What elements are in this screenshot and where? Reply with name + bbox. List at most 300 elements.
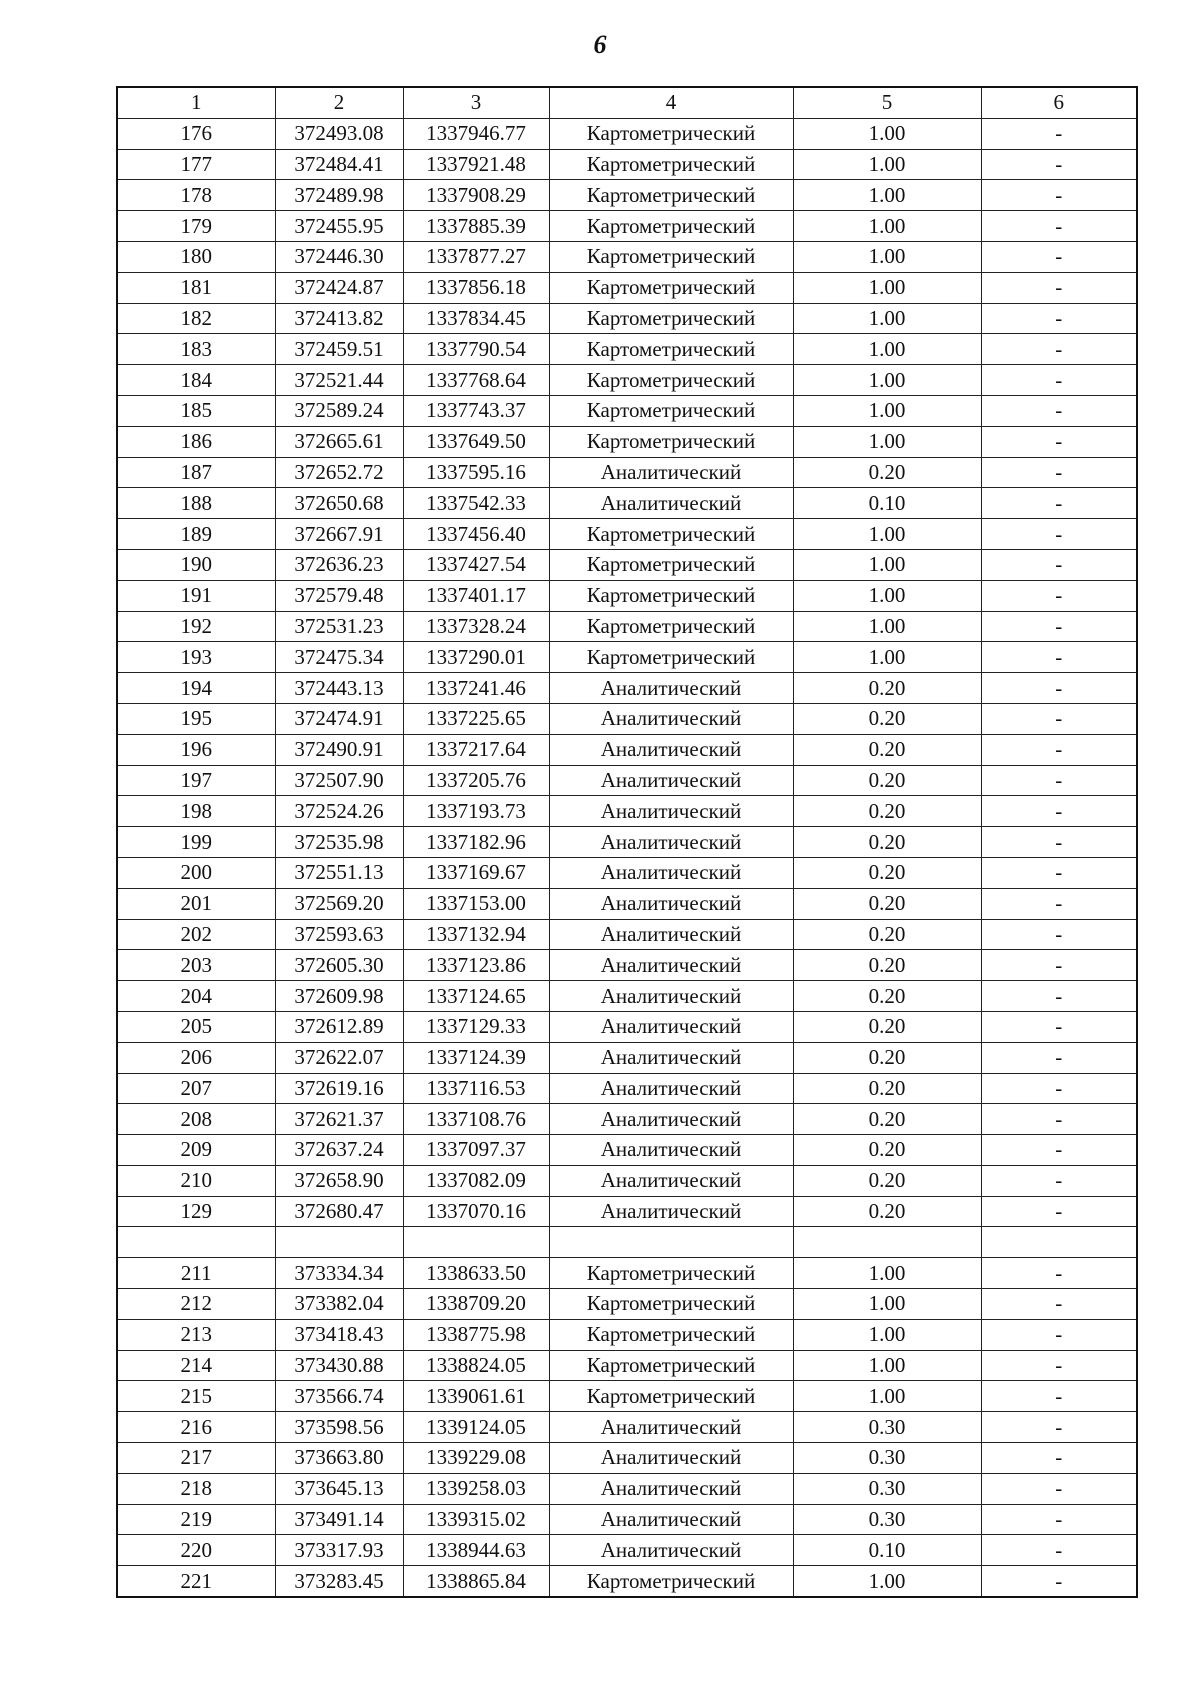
description-cell: - [981, 1011, 1137, 1042]
description-cell: - [981, 1135, 1137, 1166]
description-cell: - [981, 1258, 1137, 1289]
method-cell: Аналитический [549, 1011, 793, 1042]
accuracy-cell: 0.20 [793, 765, 981, 796]
y-coordinate-cell: 1339229.08 [403, 1443, 549, 1474]
description-cell: - [981, 1535, 1137, 1566]
y-coordinate-cell: 1338944.63 [403, 1535, 549, 1566]
x-coordinate-cell: 372650.68 [275, 488, 403, 519]
table-row [117, 857, 1137, 888]
table-row [117, 180, 1137, 211]
accuracy-cell: 1.00 [793, 1566, 981, 1597]
accuracy-cell: 1.00 [793, 1350, 981, 1381]
accuracy-cell: 1.00 [793, 303, 981, 334]
method-cell: Картометрический [549, 642, 793, 673]
accuracy-cell: 1.00 [793, 334, 981, 365]
point-number-cell: 214 [117, 1350, 275, 1381]
x-coordinate-cell: 372637.24 [275, 1135, 403, 1166]
x-coordinate-cell: 372455.95 [275, 211, 403, 242]
description-cell: - [981, 395, 1137, 426]
accuracy-cell: 1.00 [793, 272, 981, 303]
description-cell: - [981, 765, 1137, 796]
description-cell: - [981, 118, 1137, 149]
point-number-cell: 184 [117, 365, 275, 396]
x-coordinate-cell: 372490.91 [275, 734, 403, 765]
method-cell: Картометрический [549, 241, 793, 272]
x-coordinate-cell: 373663.80 [275, 1443, 403, 1474]
y-coordinate-cell: 1337205.76 [403, 765, 549, 796]
method-cell: Картометрический [549, 611, 793, 642]
method-cell: Аналитический [549, 1504, 793, 1535]
method-cell: Картометрический [549, 1289, 793, 1320]
accuracy-cell: 1.00 [793, 241, 981, 272]
y-coordinate-cell: 1337456.40 [403, 519, 549, 550]
table-row [117, 365, 1137, 396]
point-number-cell: 210 [117, 1165, 275, 1196]
x-coordinate-cell: 372622.07 [275, 1042, 403, 1073]
accuracy-cell: 0.20 [793, 981, 981, 1012]
table-row [117, 827, 1137, 858]
table-row [117, 1473, 1137, 1504]
x-coordinate-cell: 372484.41 [275, 149, 403, 180]
accuracy-cell: 1.00 [793, 211, 981, 242]
method-cell: Картометрический [549, 365, 793, 396]
table-row [117, 1566, 1137, 1597]
method-cell: Картометрический [549, 1319, 793, 1350]
point-number-cell: 180 [117, 241, 275, 272]
x-coordinate-cell: 372619.16 [275, 1073, 403, 1104]
table-row [117, 981, 1137, 1012]
y-coordinate-cell: 1338824.05 [403, 1350, 549, 1381]
point-number-cell [117, 1227, 275, 1258]
table-row [117, 919, 1137, 950]
description-cell: - [981, 827, 1137, 858]
description-cell: - [981, 1319, 1137, 1350]
x-coordinate-cell: 372413.82 [275, 303, 403, 334]
accuracy-cell: 0.20 [793, 950, 981, 981]
method-cell: Картометрический [549, 1381, 793, 1412]
point-number-cell: 208 [117, 1104, 275, 1135]
point-number-cell: 188 [117, 488, 275, 519]
x-coordinate-cell: 372493.08 [275, 118, 403, 149]
table-row [117, 1073, 1137, 1104]
description-cell: - [981, 549, 1137, 580]
description-cell: - [981, 519, 1137, 550]
table-row [117, 1504, 1137, 1535]
accuracy-cell: 1.00 [793, 642, 981, 673]
point-number-cell: 183 [117, 334, 275, 365]
table-row [117, 334, 1137, 365]
method-cell: Аналитический [549, 734, 793, 765]
y-coordinate-cell: 1337169.67 [403, 857, 549, 888]
accuracy-cell: 0.20 [793, 457, 981, 488]
table-row [117, 488, 1137, 519]
table-row [117, 118, 1137, 149]
accuracy-cell: 0.20 [793, 1042, 981, 1073]
method-cell: Аналитический [549, 457, 793, 488]
x-coordinate-cell: 373598.56 [275, 1412, 403, 1443]
method-cell: Аналитический [549, 950, 793, 981]
y-coordinate-cell: 1337427.54 [403, 549, 549, 580]
x-coordinate-cell: 373566.74 [275, 1381, 403, 1412]
page-number: 6 [593, 30, 607, 59]
method-cell: Картометрический [549, 1566, 793, 1597]
x-coordinate-cell: 373491.14 [275, 1504, 403, 1535]
y-coordinate-cell: 1338775.98 [403, 1319, 549, 1350]
accuracy-cell: 1.00 [793, 149, 981, 180]
table-row [117, 457, 1137, 488]
description-cell: - [981, 1350, 1137, 1381]
table-row [117, 1227, 1137, 1258]
point-number-cell: 182 [117, 303, 275, 334]
table-row [117, 395, 1137, 426]
x-coordinate-cell: 373334.34 [275, 1258, 403, 1289]
table-row [117, 1196, 1137, 1227]
table-row [117, 426, 1137, 457]
point-number-cell: 129 [117, 1196, 275, 1227]
table-row [117, 519, 1137, 550]
point-number-cell: 196 [117, 734, 275, 765]
y-coordinate-cell: 1339258.03 [403, 1473, 549, 1504]
table-body [117, 87, 1137, 1597]
x-coordinate-cell: 372579.48 [275, 580, 403, 611]
x-coordinate-cell: 372446.30 [275, 241, 403, 272]
y-coordinate-cell: 1337542.33 [403, 488, 549, 519]
accuracy-cell: 0.20 [793, 1196, 981, 1227]
description-cell: - [981, 272, 1137, 303]
x-coordinate-cell: 373317.93 [275, 1535, 403, 1566]
method-cell: Картометрический [549, 395, 793, 426]
point-number-cell: 199 [117, 827, 275, 858]
point-number-cell: 203 [117, 950, 275, 981]
accuracy-cell: 0.20 [793, 1104, 981, 1135]
x-coordinate-cell: 372593.63 [275, 919, 403, 950]
method-cell: Аналитический [549, 1196, 793, 1227]
y-coordinate-cell: 1339315.02 [403, 1504, 549, 1535]
method-cell: Аналитический [549, 888, 793, 919]
method-cell: Картометрический [549, 1258, 793, 1289]
method-cell: Аналитический [549, 765, 793, 796]
x-coordinate-cell: 372424.87 [275, 272, 403, 303]
column-header: 4 [549, 87, 793, 118]
table-row [117, 611, 1137, 642]
point-number-cell: 212 [117, 1289, 275, 1320]
method-cell: Аналитический [549, 488, 793, 519]
table-row [117, 1381, 1137, 1412]
y-coordinate-cell: 1337885.39 [403, 211, 549, 242]
table-row [117, 1289, 1137, 1320]
description-cell: - [981, 1566, 1137, 1597]
point-number-cell: 211 [117, 1258, 275, 1289]
y-coordinate-cell: 1337129.33 [403, 1011, 549, 1042]
description-cell: - [981, 734, 1137, 765]
method-cell: Картометрический [549, 180, 793, 211]
table-row [117, 303, 1137, 334]
accuracy-cell: 0.20 [793, 1135, 981, 1166]
column-header: 5 [793, 87, 981, 118]
accuracy-cell: 1.00 [793, 611, 981, 642]
y-coordinate-cell: 1337153.00 [403, 888, 549, 919]
point-number-cell: 205 [117, 1011, 275, 1042]
table-row [117, 1443, 1137, 1474]
x-coordinate-cell: 372443.13 [275, 673, 403, 704]
y-coordinate-cell: 1339061.61 [403, 1381, 549, 1412]
table-row [117, 673, 1137, 704]
method-cell: Аналитический [549, 703, 793, 734]
accuracy-cell [793, 1227, 981, 1258]
description-cell: - [981, 1196, 1137, 1227]
table-row [117, 703, 1137, 734]
method-cell: Картометрический [549, 549, 793, 580]
method-cell: Картометрический [549, 334, 793, 365]
method-cell: Картометрический [549, 272, 793, 303]
accuracy-cell: 0.10 [793, 488, 981, 519]
x-coordinate-cell: 372680.47 [275, 1196, 403, 1227]
description-cell: - [981, 673, 1137, 704]
table-row [117, 211, 1137, 242]
description-cell: - [981, 241, 1137, 272]
x-coordinate-cell: 372589.24 [275, 395, 403, 426]
description-cell: - [981, 580, 1137, 611]
table-row [117, 272, 1137, 303]
x-coordinate-cell: 373382.04 [275, 1289, 403, 1320]
x-coordinate-cell: 372665.61 [275, 426, 403, 457]
point-number-cell: 186 [117, 426, 275, 457]
y-coordinate-cell: 1337790.54 [403, 334, 549, 365]
accuracy-cell: 1.00 [793, 580, 981, 611]
method-cell: Аналитический [549, 981, 793, 1012]
y-coordinate-cell: 1337595.16 [403, 457, 549, 488]
y-coordinate-cell: 1337401.17 [403, 580, 549, 611]
method-cell: Картометрический [549, 149, 793, 180]
x-coordinate-cell: 372667.91 [275, 519, 403, 550]
method-cell: Картометрический [549, 1350, 793, 1381]
x-coordinate-cell [275, 1227, 403, 1258]
x-coordinate-cell: 373283.45 [275, 1566, 403, 1597]
method-cell: Аналитический [549, 919, 793, 950]
table-row [117, 149, 1137, 180]
column-header: 3 [403, 87, 549, 118]
x-coordinate-cell: 373418.43 [275, 1319, 403, 1350]
x-coordinate-cell: 372489.98 [275, 180, 403, 211]
y-coordinate-cell: 1337877.27 [403, 241, 549, 272]
x-coordinate-cell: 372459.51 [275, 334, 403, 365]
description-cell: - [981, 1504, 1137, 1535]
table-row [117, 1011, 1137, 1042]
table-row [117, 888, 1137, 919]
y-coordinate-cell: 1337768.64 [403, 365, 549, 396]
description-cell: - [981, 334, 1137, 365]
point-number-cell: 181 [117, 272, 275, 303]
accuracy-cell: 0.30 [793, 1504, 981, 1535]
accuracy-cell: 1.00 [793, 180, 981, 211]
description-cell: - [981, 1381, 1137, 1412]
y-coordinate-cell: 1337290.01 [403, 642, 549, 673]
y-coordinate-cell: 1337123.86 [403, 950, 549, 981]
accuracy-cell: 0.20 [793, 827, 981, 858]
accuracy-cell: 1.00 [793, 1258, 981, 1289]
y-coordinate-cell: 1337328.24 [403, 611, 549, 642]
method-cell: Картометрический [549, 303, 793, 334]
table-row [117, 796, 1137, 827]
description-cell: - [981, 857, 1137, 888]
x-coordinate-cell: 373645.13 [275, 1473, 403, 1504]
accuracy-cell: 1.00 [793, 365, 981, 396]
method-cell [549, 1227, 793, 1258]
x-coordinate-cell: 372524.26 [275, 796, 403, 827]
x-coordinate-cell: 372569.20 [275, 888, 403, 919]
point-number-cell: 213 [117, 1319, 275, 1350]
x-coordinate-cell: 372474.91 [275, 703, 403, 734]
column-header: 6 [981, 87, 1137, 118]
x-coordinate-cell: 372521.44 [275, 365, 403, 396]
method-cell: Аналитический [549, 1165, 793, 1196]
y-coordinate-cell: 1337649.50 [403, 426, 549, 457]
description-cell: - [981, 1073, 1137, 1104]
point-number-cell: 202 [117, 919, 275, 950]
x-coordinate-cell: 372612.89 [275, 1011, 403, 1042]
point-number-cell: 220 [117, 1535, 275, 1566]
description-cell: - [981, 1042, 1137, 1073]
point-number-cell: 201 [117, 888, 275, 919]
description-cell [981, 1227, 1137, 1258]
table-row [117, 580, 1137, 611]
point-number-cell: 193 [117, 642, 275, 673]
description-cell: - [981, 457, 1137, 488]
description-cell: - [981, 180, 1137, 211]
accuracy-cell: 0.20 [793, 796, 981, 827]
table-row [117, 1412, 1137, 1443]
y-coordinate-cell: 1339124.05 [403, 1412, 549, 1443]
y-coordinate-cell: 1337116.53 [403, 1073, 549, 1104]
accuracy-cell: 0.20 [793, 919, 981, 950]
description-cell: - [981, 1289, 1137, 1320]
point-number-cell: 206 [117, 1042, 275, 1073]
table-row [117, 950, 1137, 981]
point-number-cell: 221 [117, 1566, 275, 1597]
y-coordinate-cell [403, 1227, 549, 1258]
table-row [117, 1165, 1137, 1196]
point-number-cell: 198 [117, 796, 275, 827]
accuracy-cell: 1.00 [793, 426, 981, 457]
table-row [117, 1319, 1137, 1350]
point-number-cell: 192 [117, 611, 275, 642]
accuracy-cell: 0.20 [793, 1165, 981, 1196]
accuracy-cell: 0.20 [793, 857, 981, 888]
method-cell: Аналитический [549, 827, 793, 858]
y-coordinate-cell: 1337082.09 [403, 1165, 549, 1196]
table-row [117, 1350, 1137, 1381]
x-coordinate-cell: 372636.23 [275, 549, 403, 580]
table-row [117, 642, 1137, 673]
point-number-cell: 191 [117, 580, 275, 611]
accuracy-cell: 0.30 [793, 1412, 981, 1443]
table-row [117, 241, 1137, 272]
table-row [117, 549, 1137, 580]
point-number-cell: 177 [117, 149, 275, 180]
point-number-cell: 207 [117, 1073, 275, 1104]
accuracy-cell: 1.00 [793, 118, 981, 149]
method-cell: Аналитический [549, 857, 793, 888]
x-coordinate-cell: 372531.23 [275, 611, 403, 642]
x-coordinate-cell: 373430.88 [275, 1350, 403, 1381]
accuracy-cell: 0.20 [793, 1011, 981, 1042]
y-coordinate-cell: 1337070.16 [403, 1196, 549, 1227]
y-coordinate-cell: 1337241.46 [403, 673, 549, 704]
y-coordinate-cell: 1337097.37 [403, 1135, 549, 1166]
x-coordinate-cell: 372551.13 [275, 857, 403, 888]
point-number-cell: 216 [117, 1412, 275, 1443]
point-number-cell: 194 [117, 673, 275, 704]
description-cell: - [981, 303, 1137, 334]
accuracy-cell: 1.00 [793, 1319, 981, 1350]
y-coordinate-cell: 1337108.76 [403, 1104, 549, 1135]
y-coordinate-cell: 1337743.37 [403, 395, 549, 426]
point-number-cell: 190 [117, 549, 275, 580]
method-cell: Аналитический [549, 1473, 793, 1504]
description-cell: - [981, 1104, 1137, 1135]
y-coordinate-cell: 1337946.77 [403, 118, 549, 149]
accuracy-cell: 1.00 [793, 1289, 981, 1320]
x-coordinate-cell: 372507.90 [275, 765, 403, 796]
method-cell: Картометрический [549, 519, 793, 550]
y-coordinate-cell: 1337225.65 [403, 703, 549, 734]
point-number-cell: 204 [117, 981, 275, 1012]
description-cell: - [981, 211, 1137, 242]
y-coordinate-cell: 1337182.96 [403, 827, 549, 858]
point-number-cell: 200 [117, 857, 275, 888]
x-coordinate-cell: 372535.98 [275, 827, 403, 858]
accuracy-cell: 0.30 [793, 1443, 981, 1474]
x-coordinate-cell: 372621.37 [275, 1104, 403, 1135]
column-header: 1 [117, 87, 275, 118]
y-coordinate-cell: 1337908.29 [403, 180, 549, 211]
description-cell: - [981, 642, 1137, 673]
method-cell: Аналитический [549, 1443, 793, 1474]
column-header: 2 [275, 87, 403, 118]
x-coordinate-cell: 372475.34 [275, 642, 403, 673]
point-number-cell: 197 [117, 765, 275, 796]
y-coordinate-cell: 1337132.94 [403, 919, 549, 950]
description-cell: - [981, 919, 1137, 950]
accuracy-cell: 1.00 [793, 395, 981, 426]
point-number-cell: 219 [117, 1504, 275, 1535]
method-cell: Аналитический [549, 1535, 793, 1566]
point-number-cell: 217 [117, 1443, 275, 1474]
table-row [117, 1104, 1137, 1135]
point-number-cell: 185 [117, 395, 275, 426]
x-coordinate-cell: 372609.98 [275, 981, 403, 1012]
method-cell: Картометрический [549, 211, 793, 242]
point-number-cell: 218 [117, 1473, 275, 1504]
x-coordinate-cell: 372605.30 [275, 950, 403, 981]
y-coordinate-cell: 1337124.65 [403, 981, 549, 1012]
table-row [117, 1042, 1137, 1073]
description-cell: - [981, 1412, 1137, 1443]
table-row [117, 734, 1137, 765]
y-coordinate-cell: 1338709.20 [403, 1289, 549, 1320]
description-cell: - [981, 888, 1137, 919]
point-number-cell: 178 [117, 180, 275, 211]
method-cell: Картометрический [549, 580, 793, 611]
accuracy-cell: 1.00 [793, 549, 981, 580]
method-cell: Аналитический [549, 1412, 793, 1443]
y-coordinate-cell: 1337921.48 [403, 149, 549, 180]
point-number-cell: 195 [117, 703, 275, 734]
y-coordinate-cell: 1337193.73 [403, 796, 549, 827]
description-cell: - [981, 488, 1137, 519]
point-number-cell: 215 [117, 1381, 275, 1412]
accuracy-cell: 0.20 [793, 673, 981, 704]
